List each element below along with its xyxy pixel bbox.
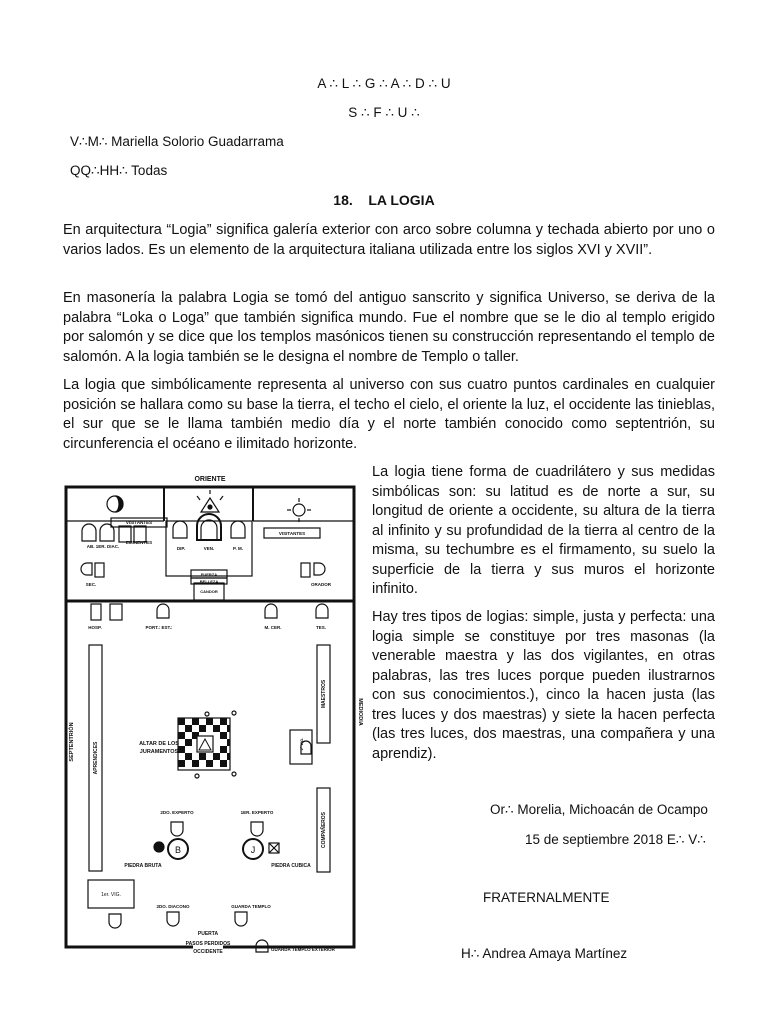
label-m-cer: M. CER. <box>264 625 282 630</box>
label-hosp: HOSP. <box>88 625 102 630</box>
label-altar: ALTAR DE LOS <box>139 741 179 747</box>
label-candor: CANDOR <box>200 589 218 594</box>
lodge-outer-wall <box>66 487 354 947</box>
addressee: V∴M∴ Mariella Solorio Guadarrama <box>70 134 284 149</box>
page-title: 18. LA LOGIA <box>333 192 435 208</box>
label-piedra-cubica: PIEDRA CUBICA <box>271 863 311 869</box>
lodge-floor-plan-diagram <box>63 462 363 962</box>
side-paragraph-1: La logia tiene forma de cuadrilátero y sus medidas simbólicas son: su latitud es de norte a sur, su longitud de oriente a occidente, su altura de la tierra al infinito y su profundidad de la tierra al centro de la misma, su techumbre es el firmamento, su suelo la superficie de la tierra y sus muros el horizonte infinito. <box>372 464 715 597</box>
invocation-line-2: S ∴ F ∴ U ∴ <box>348 105 420 120</box>
label-piedra-bruta: PIEDRA BRUTA <box>124 863 162 869</box>
moon-icon <box>293 504 305 516</box>
label-occidente: OCCIDENTE <box>193 949 223 955</box>
side-paragraph-2: Hay tres tipos de logias: simple, justa y perfecta: una logia simple se constituye por tres masonas (la venerable maestra y las dos vigilantes, en otras palabras, las tres luces porque pueden ilustrarnos con sus conocimientos.), cinco la hacen justa (las tres luces y dos maestras) y siete la hacen perfecta (las tres luces, dos maestras, una compañera y una aprendiz). <box>372 609 715 762</box>
label-mediodia: MEDIODÍA <box>357 698 363 726</box>
invocation-line-1: A ∴ L ∴ G ∴ A ∴ D ∴ U <box>317 76 451 91</box>
label-primer-vig: 1er. VIG. <box>101 892 121 898</box>
label-dip: DIP. <box>176 546 186 551</box>
label-tes: TES. <box>315 625 327 630</box>
label-guarda-templo: GUARDA TEMPLO <box>231 904 271 909</box>
label-oriente: ORIENTE <box>194 476 226 483</box>
label-visitantes-right: VISITANTES <box>278 531 306 536</box>
label-ven: VEN. <box>203 546 215 551</box>
label-segundo-vig: 2º VIG. <box>299 737 304 751</box>
label-visitantes-left: VISITANTES <box>125 520 153 525</box>
label-juramentos: JURAMENTOS <box>139 749 179 755</box>
closing-date: 15 de septiembre 2018 E∴ V∴ <box>525 832 706 847</box>
label-pasos-perdidos: PASOS PERDIDOS <box>185 941 231 947</box>
label-port-est: PORT.: EST.: <box>145 625 173 630</box>
piedra-bruta-stone <box>154 842 164 852</box>
paragraph-3: La logia que simbólicamente representa al universo con sus cuatro puntos cardinales en cualquier posición se hallara como su base la tierra, el techo el cielo, el oriente la luz, el occidente las tinieblas, el sur que se le llama también medio día y el norte también conocido como septentrión, su circunferencia el océano e ilimitado horizonte. <box>63 377 715 452</box>
label-guarda-templo-exterior: GUARDA TEMPLO EXTERIOR <box>271 947 335 952</box>
label-maestros: MAESTROS <box>321 679 327 709</box>
paragraph-2: En masonería la palabra Logia se tomó del antiguo sanscrito y significa Universo, se deriva de la palabra “Loka o Loga” que también significa mundo. Fue el nombre que se le dio al templo erigido por salomón y se dice que los templos masónicos tienen su construcción representando el templo de salomón. A la logia también se le designa el nombre de Templo o taller. <box>63 290 715 365</box>
label-puerta: PUERTA <box>197 931 219 937</box>
label-ab-1er-diac: AB. 1ER. DIAC. <box>86 544 120 549</box>
label-sec: SEC. <box>85 582 97 587</box>
closing-place: Or∴ Morelia, Michoacán de Ocampo <box>490 802 708 817</box>
label-primer-experto: 1ER. EXPERTO <box>240 810 274 815</box>
label-fuerza: FUERZA <box>200 572 218 577</box>
paragraph-1: En arquitectura “Logia” significa galería exterior con arco sobre columna y techada abierto por uno o varios lados. Es un elemento de la arquitectura italiana utilizada entre los siglos XVI y XVII”. <box>63 222 715 258</box>
label-pm: P. M. <box>233 546 243 551</box>
label-orador: ORADOR <box>311 582 331 587</box>
label-septentrion: SEPTENTRIÓN <box>69 722 75 762</box>
signature: H∴ Andrea Amaya Martínez <box>461 946 628 961</box>
label-segundo-diacono: 2DO. DIACONO <box>156 904 190 909</box>
label-eminentes: EMINENTES <box>125 540 153 545</box>
audience: QQ∴HH∴ Todas <box>70 163 168 178</box>
label-companeros: COMPAÑEROS <box>321 811 327 849</box>
label-aprendices: APRENDICES <box>93 741 99 775</box>
closing-farewell: FRATERNALMENTE <box>483 890 610 905</box>
label-b-column: B <box>174 845 182 855</box>
label-j-column: J <box>250 845 256 855</box>
label-belleza: BELLEZA <box>199 579 219 584</box>
label-segundo-experto: 2DO. EXPERTO <box>160 810 194 815</box>
